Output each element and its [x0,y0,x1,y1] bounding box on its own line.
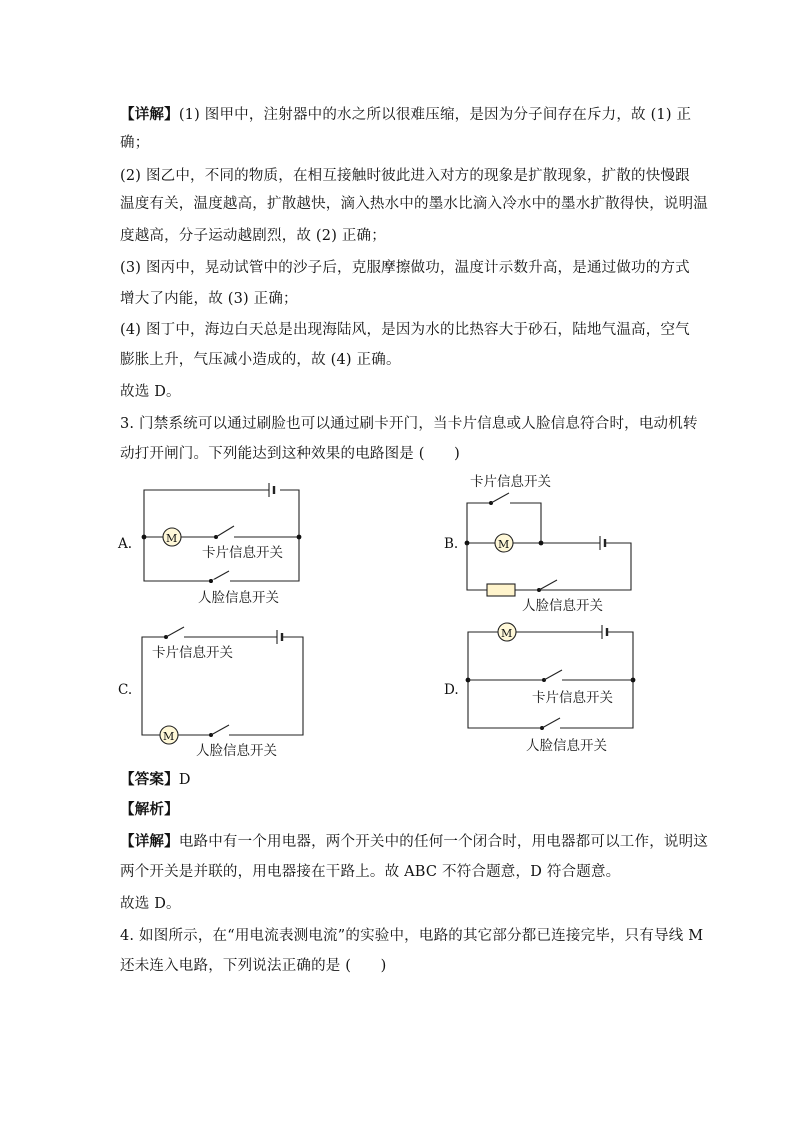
circuit-option-b [440,470,640,615]
detail-line-9: 膨胀上升，气压减小造成的，故 (4) 正确。 [120,352,401,368]
circuit-option-d [440,618,640,763]
face-switch-label: 人脸信息开关 [196,743,277,759]
detail-tag: 【详解】 [120,106,179,123]
face-switch-blade [539,580,557,590]
face-switch-label: 人脸信息开关 [198,590,279,606]
answer-value: D [178,772,191,788]
detail-line-1: 【详解】(1) 图甲中，注射器中的水之所以很难压缩，是因为分子间存在斥力，故 (1) 正 [120,106,692,123]
detail-line-5: 度越高，分子运动越剧烈，故 (2) 正确； [120,228,386,244]
motor-label: M [501,627,513,640]
card-switch-blade [544,670,562,680]
option-a-label: A. [118,536,133,552]
option-d-label: D. [444,682,459,698]
option-c-label: C. [118,682,133,698]
card-switch-blade [166,627,184,637]
q3-detail-line-1: 【详解】电路中有一个用电器，两个开关中的任何一个闭合时，用电器都可以工作，说明这 [120,833,709,850]
circuit-option-c [110,620,310,760]
detail-line-3: (2) 图乙中，不同的物质，在相互接触时彼此进入对方的现象是扩散现象，扩散的快慢跟 [120,168,690,184]
card-switch-label: 卡片信息开关 [152,645,233,661]
detail-tag: 【详解】 [120,833,179,850]
card-switch-label: 卡片信息开关 [202,545,283,561]
question3-stem-1: 3. 门禁系统可以通过刷脸也可以通过刷卡开门，当卡片信息或人脸信息符合时，电动机转 [120,416,698,432]
detail-line-7: 增大了内能，故 (3) 正确； [120,291,298,307]
detail-line-4: 温度有关，温度越高，扩散越快，滴入热水中的墨水比滴入冷水中的墨水扩散得快，说明温 [120,196,708,212]
question3-stem-2: 动打开闸门。下列能达到这种效果的电路图是 ( ) [120,446,460,462]
face-switch-label: 人脸信息开关 [526,738,607,754]
answer-tag: 【答案】 [120,771,179,788]
motor-label: M [166,532,178,545]
face-switch-blade [542,718,560,728]
circuit-option-a [110,478,310,608]
resistor-icon [487,584,515,596]
motor-label: M [498,538,510,551]
face-switch-blade [211,725,229,735]
analysis-tag: 【解析】 [120,801,179,818]
detail-line-8: (4) 图丁中，海边白天总是出现海陆风，是因为水的比热容大于砂石，陆地气温高，空气 [120,322,690,338]
option-b-label: B. [444,536,459,552]
face-switch-label: 人脸信息开关 [522,598,603,614]
motor-label: M [163,730,175,743]
conclusion-2: 故选 D。 [120,896,181,912]
card-switch-label: 卡片信息开关 [470,474,551,490]
conclusion-1: 故选 D。 [120,384,181,400]
answer-line [120,770,191,790]
card-switch-label: 卡片信息开关 [532,690,613,706]
detail-line-6: (3) 图丙中，晃动试管中的沙子后，克服摩擦做功，温度计示数升高，是通过做功的方式 [120,260,690,276]
question4-stem-1: 4. 如图所示，在“用电流表测电流”的实验中，电路的其它部分都已连接完毕，只有导线 M [120,928,704,944]
question4-stem-2: 还未连入电路，下列说法正确的是 ( ) [120,958,387,974]
q3-detail-line-2: 两个开关是并联的，用电器接在干路上。故 ABC 不符合题意，D 符合题意。 [120,864,621,880]
card-switch-blade [216,526,234,537]
detail-line-2: 确； [120,135,150,151]
